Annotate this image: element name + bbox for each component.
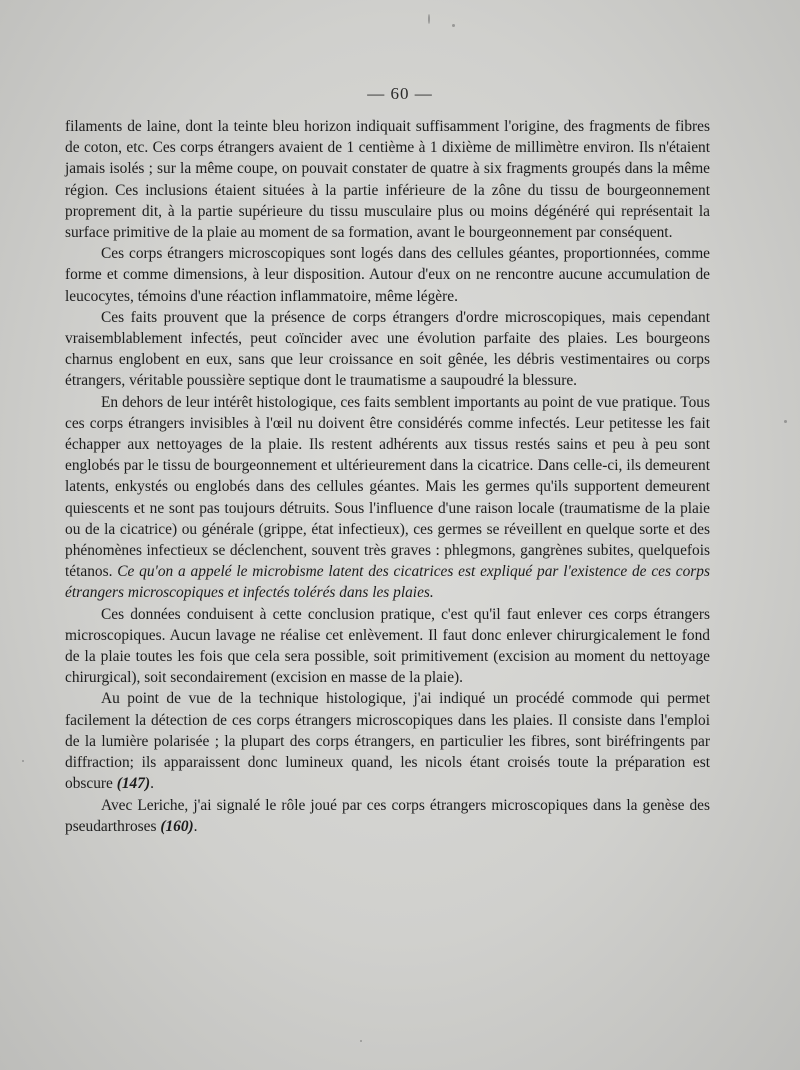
paragraph-7 — [65, 795, 710, 837]
scan-speck — [784, 420, 787, 423]
paragraph-3 — [65, 307, 710, 392]
body-text — [65, 116, 710, 837]
citation-160: (160) — [160, 817, 194, 835]
paragraph-6-text: Au point de vue de la technique histologique, j'ai indiqué un procédé commode qui permet facilement la détection de ces corps étrangers microscopiques dans les plaies. Il consiste dans l'emploi de la lumière polarisée ; la plupart des corps étrangers, en particulier les fibres, sont biréfringents par diffraction; ils apparaissent donc lumineux quand, les nicols étant croisés toute la préparation est obscure — [65, 690, 710, 793]
scan-speck — [452, 24, 455, 27]
page-number: — 60 — — [367, 84, 433, 103]
paragraph-5-text: Ces données conduisent à cette conclusion pratique, c'est qu'il faut enlever ces corps étrangers microscopiques. Aucun lavage ne réalise cet enlèvement. Il faut donc enlever chirurgicalement le fond de la plaie toutes les fois que cela sera possible, soit primitivement (excision au moment du nettoyage chirurgical), soit secondairement (excision en masse de la plaie). — [65, 605, 710, 687]
paragraph-7-text: Avec Leriche, j'ai signalé le rôle joué par ces corps étrangers microscopiques dans la genèse des pseudarthroses — [65, 796, 710, 835]
scan-speck — [360, 1040, 362, 1042]
paragraph-7-end: . — [193, 817, 198, 835]
paragraph-4-text: En dehors de leur intérêt histologique, ces faits semblent importants au point de vue pratique. Tous ces corps étrangers invisibles à l'œil nu doivent être considérés comme infectés. Leur petitesse les fait échapper aux nettoyages de la plaie. Ils restent adhérents aux tissus restés sains et peu à peu sont englobés par le tissu de bourgeonnement et ultérieurement dans la cicatrice. Dans celle-ci, ils demeurent latents, enkystés ou englobés dans des cellules géantes. Mais les germes qu'ils supportent demeurent quiescents et ne sont pas toujours détruits. Sous l'influence d'une raison locale (traumatisme de la plaie ou de la cicatrice) ou générale (grippe, état infectieux), ces germes se réveillent en quelque sorte et des phénomènes infectieux se déclenchent, souvent très graves : phlegmons, gangrènes subites, quelquefois tétanos. — [65, 393, 710, 581]
paragraph-1 — [65, 116, 710, 243]
paragraph-2 — [65, 243, 710, 307]
scan-speck — [22, 760, 24, 762]
paragraph-4 — [65, 392, 710, 604]
scan-speck — [428, 14, 430, 24]
citation-147: (147) — [116, 775, 151, 793]
paragraph-4-italic-conclusion: Ce qu'on a appelé le microbisme latent des cicatrices est expliqué par l'existence de ces corps étrangers microscopiques et infectés tolérés dans les plaies. — [65, 563, 710, 602]
paragraph-1-text: filaments de laine, dont la teinte bleu horizon indiquait suffisamment l'origine, des fragments de fibres de coton, etc. Ces corps étrangers avaient de 1 centième à 1 dixième de millimètre environ. Ils n'étaient jamais isolés ; sur la même coupe, on pouvait constater de quatre à six fragments groupés dans la même région. Ces inclusions étaient situées à la partie inférieure de la zône du tissu de bourgeonnement proprement dit, à la partie supérieure du tissu musculaire plus ou moins dégénéré qui représentait la surface primitive de la plaie au moment de sa formation, avant le bourgeonnement par conséquent. — [65, 118, 710, 242]
paragraph-2-text: Ces corps étrangers microscopiques sont logés dans des cellules géantes, proportionnées, comme forme et comme dimensions, à leur disposition. Autour d'eux on ne rencontre aucune accumulation de leucocytes, témoins d'une réaction inflammatoire, même légère. — [65, 245, 710, 305]
paragraph-5 — [65, 604, 710, 689]
paragraph-3-text: Ces faits prouvent que la présence de corps étrangers d'ordre microscopiques, mais cependant vraisemblablement infectés, peut coïncider avec une évolution parfaite des plaies. Les bourgeons charnus englobent en eux, sans que leur croissance en soit gênée, les débris vestimentaires ou corps étrangers, véritable poussière septique dont le traumatisme a saupoudré la blessure. — [65, 308, 710, 390]
paragraph-6-end: . — [150, 775, 154, 793]
paragraph-6 — [65, 688, 710, 794]
